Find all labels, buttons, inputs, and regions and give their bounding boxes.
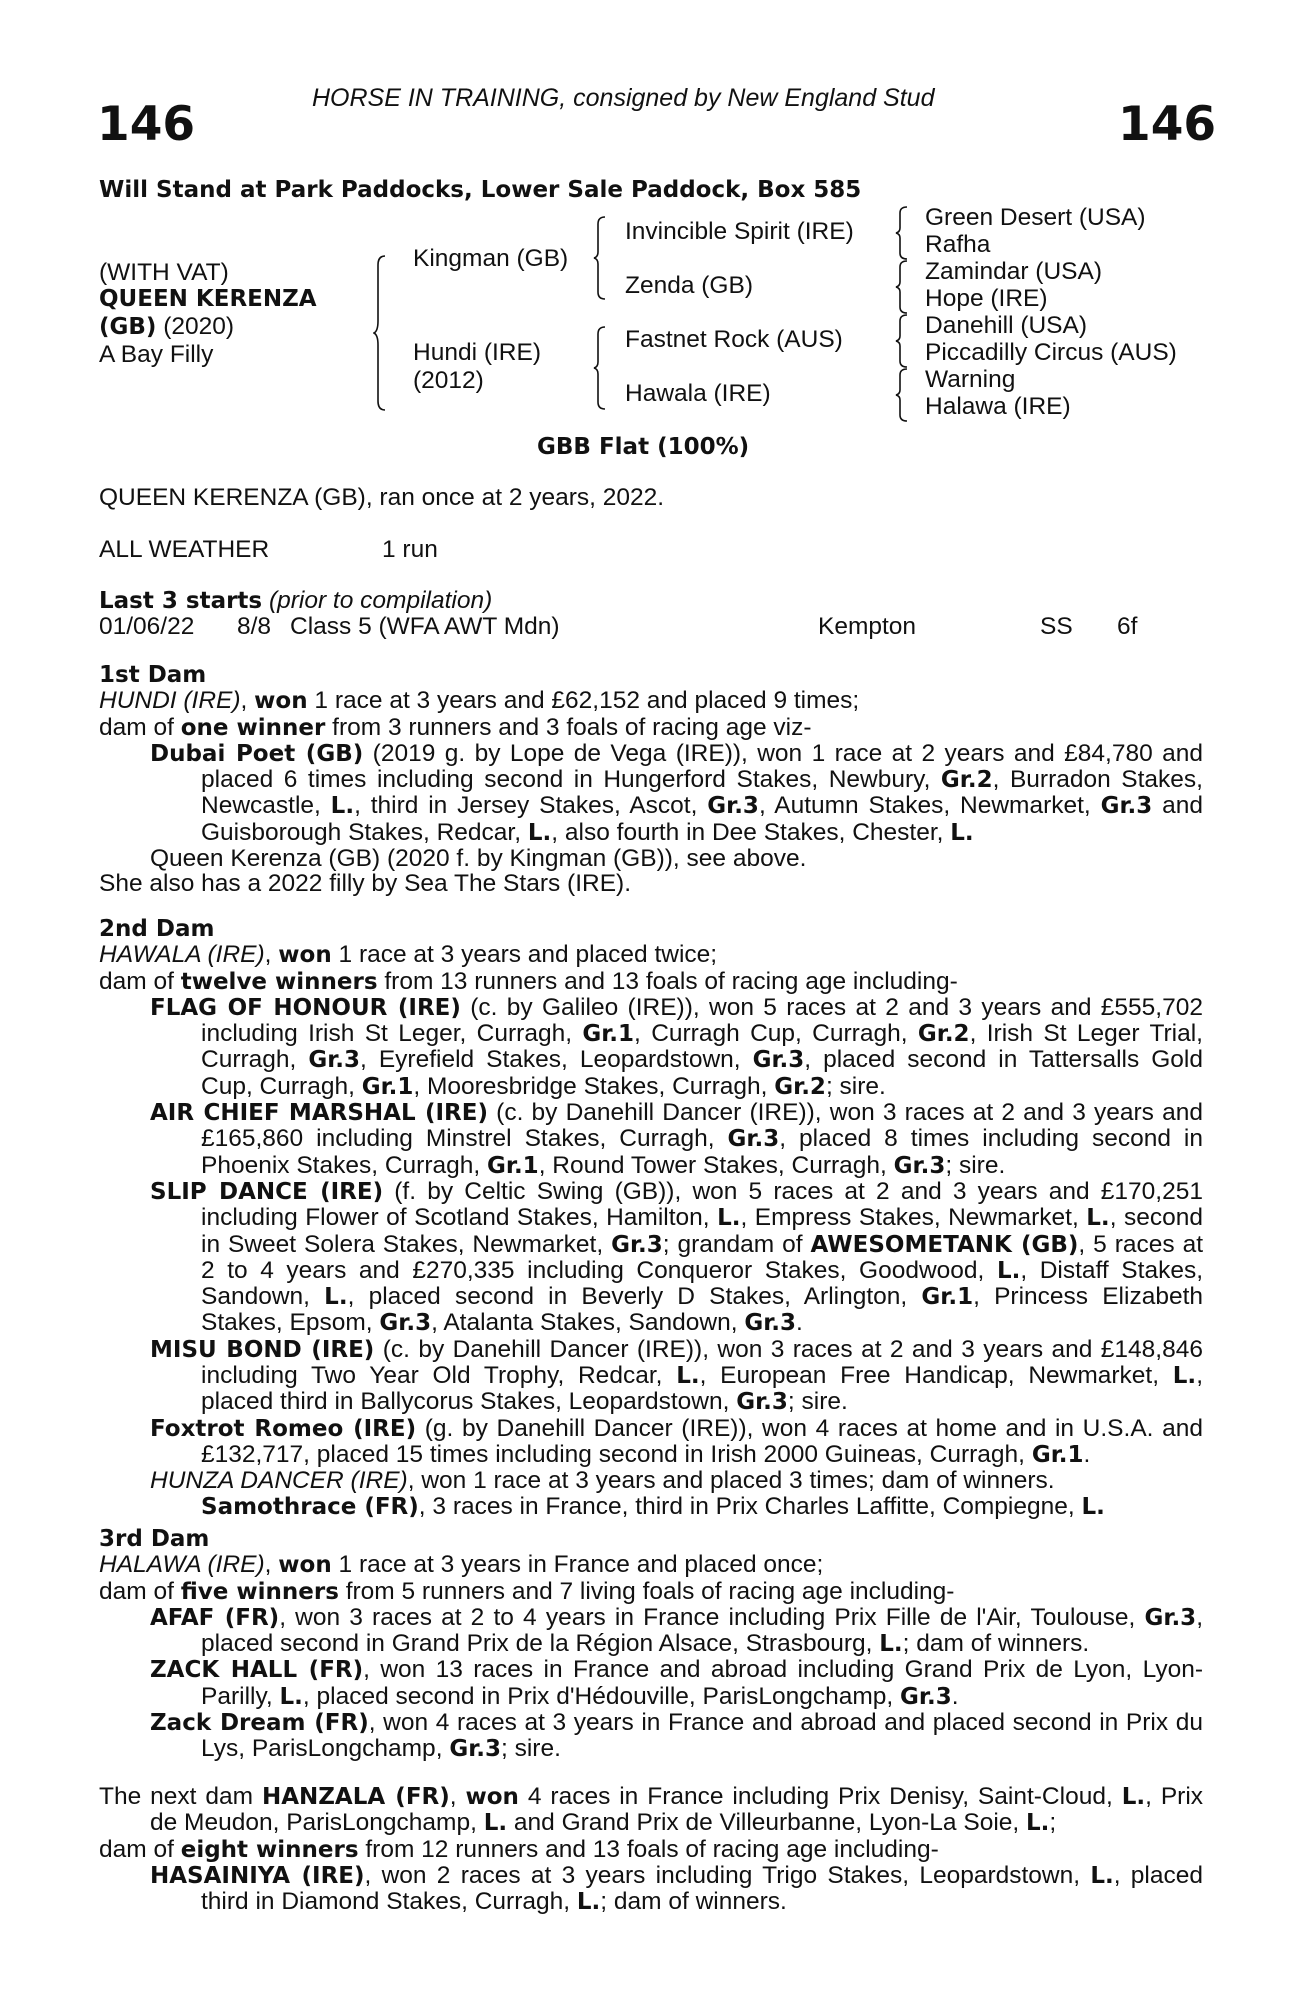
produce-zack-hall: [99, 1657, 1203, 1710]
text: .: [1083, 1440, 1091, 1468]
race-summary: QUEEN KERENZA (GB), ran once at 2 years, 2022.: [99, 484, 665, 511]
first-dam-name: HUNDI (IRE): [99, 687, 241, 715]
text: from 3 runners and 3 foals of racing age viz-: [325, 713, 812, 741]
produce-hasainiya: [99, 1863, 1203, 1916]
text: , Atalanta Stakes, Sandown,: [431, 1309, 745, 1337]
produce-name: MISU BOND (IRE): [150, 1336, 375, 1363]
text: from 5 runners and 7 living foals of racing age including-: [338, 1577, 955, 1605]
dam-dam: Hawala (IRE): [625, 380, 771, 407]
text: , second in Sweet Solera Stakes, Newmarket,: [201, 1204, 1203, 1258]
text: ,: [449, 1783, 466, 1810]
text: and Guisborough Stakes, Redcar,: [201, 792, 1203, 846]
text: , Empress Stakes, Newmarket,: [740, 1204, 1087, 1232]
grade: L.: [879, 1631, 903, 1658]
text: dam of: [99, 1577, 181, 1605]
start-course: Kempton: [818, 613, 917, 640]
grade: Gr.3: [379, 1310, 432, 1337]
grade: Gr.1: [921, 1284, 974, 1311]
grade: Gr.3: [893, 1152, 946, 1179]
winner-count: twelve winners: [180, 968, 378, 995]
text: .: [951, 1682, 959, 1710]
produce-afaf: [99, 1605, 1203, 1658]
produce-hunza-dancer: [99, 1468, 1203, 1493]
dam-sire-sire: Danehill (USA): [925, 312, 1088, 339]
produce-slip-dance: [99, 1179, 1203, 1337]
grade: L.: [1086, 1205, 1110, 1232]
sire: Kingman (GB): [413, 245, 569, 272]
text: dam of: [99, 713, 181, 741]
text: , won 1 race at 3 years and placed 3 times; dam of winners.: [407, 1467, 1055, 1495]
text: ,: [264, 1551, 279, 1579]
text: 1 race at 3 years in France and placed once;: [331, 1551, 824, 1579]
text: ,: [264, 941, 279, 969]
produce-name: Zack Dream (FR): [150, 1710, 369, 1737]
text: ; grandam of: [662, 1230, 811, 1258]
produce-name: AWESOMETANK (GB): [810, 1231, 1079, 1258]
pedigree-brace-1: [895, 206, 905, 260]
text: 4 races in France including Prix Denisy, Saint-Cloud,: [518, 1783, 1122, 1810]
produce-note: She also has a 2022 filly by Sea The Stars (IRE).: [99, 870, 632, 898]
first-dam-line1: [99, 688, 1203, 714]
winner-count: eight winners: [180, 1836, 359, 1863]
pedigree-brace-sire: [593, 216, 603, 300]
grade: Gr.3: [449, 1736, 501, 1763]
text: , won 3 races at 2 to 4 years in France including Prix Fille de l'Air, Toulouse,: [279, 1603, 1145, 1631]
grade: L.: [527, 819, 552, 846]
grade: Gr.3: [308, 1047, 361, 1074]
text: , placed second in Grand Prix de la Région Alsace, Strasbourg,: [201, 1603, 1203, 1658]
text: , won 4 races at 3 years in France and abroad and placed second in Prix du Lys, ParisLongchamp,: [201, 1709, 1203, 1763]
sire-sire: Invincible Spirit (IRE): [625, 218, 854, 245]
lot-number-left: 146: [97, 97, 196, 152]
next-dam-line2: [99, 1837, 1203, 1863]
next-dam-section: [99, 1784, 1203, 1915]
horse-country-year: [99, 313, 317, 341]
text: , Burradon Stakes, Newcastle,: [201, 766, 1203, 820]
first-dam-heading: 1st Dam: [99, 662, 207, 688]
text: , Eyrefield Stakes, Leopardstown,: [360, 1046, 753, 1074]
grade: L.: [1081, 1493, 1105, 1520]
text: dam of: [99, 967, 181, 995]
last-starts-note: (prior to compilation): [268, 587, 493, 614]
second-dam-heading: 2nd Dam: [99, 916, 215, 942]
produce-name: AFAF (FR): [150, 1604, 280, 1631]
second-dam-section: [99, 917, 1203, 1520]
text: ,: [240, 687, 255, 715]
text: , 3 races in France, third in Prix Charles Laffitte, Compiegne,: [418, 1492, 1082, 1520]
grade: L.: [1026, 1810, 1050, 1837]
start-distance: 6f: [1117, 613, 1138, 640]
won-label: won: [278, 942, 332, 969]
grade: L.: [324, 1284, 348, 1311]
text: (c. by Danehill Dancer (IRE)), won 3 races at 2 and 3 years and £165,860 including Minstrel Stakes, Curragh,: [201, 1099, 1203, 1153]
grade: Gr.3: [900, 1683, 952, 1710]
winner-count: one winner: [180, 714, 326, 741]
start-going: SS: [1040, 613, 1073, 640]
produce-name: Dubai Poet (GB): [150, 740, 364, 767]
grade: L.: [483, 1810, 508, 1837]
surface-runs: 1 run: [382, 536, 438, 563]
second-dam-name: HAWALA (IRE): [99, 941, 265, 969]
grade: Gr.3: [1144, 1604, 1197, 1631]
dam-dam-sire: Warning: [925, 366, 1016, 393]
produce-name: Samothrace (FR): [201, 1493, 419, 1520]
produce-misu-bond: [99, 1337, 1203, 1416]
horse-block: [99, 259, 317, 368]
text: The next dam: [99, 1783, 262, 1810]
produce-foxtrot-romeo: [99, 1416, 1203, 1469]
grade: Gr.2: [917, 1021, 970, 1048]
pedigree-brace-4: [895, 368, 905, 422]
last-starts-title: Last 3 starts: [99, 588, 263, 614]
grade: L.: [330, 793, 355, 820]
text: from 12 runners and 13 foals of racing age including-: [358, 1835, 939, 1863]
text: ; sire.: [945, 1151, 1006, 1179]
sire-dam-sire: Zamindar (USA): [925, 258, 1102, 285]
dam-year: (2012): [413, 367, 484, 394]
first-dam-line2: [99, 715, 1203, 741]
dam-sire-dam: Piccadilly Circus (AUS): [925, 339, 1177, 366]
grade: L.: [1121, 1784, 1146, 1810]
dam-sire: Fastnet Rock (AUS): [625, 326, 843, 353]
start-race: Class 5 (WFA AWT Mdn): [290, 613, 560, 640]
grade: Gr.1: [1031, 1441, 1084, 1468]
text: , Princess Elizabeth Stakes, Epsom,: [201, 1283, 1204, 1337]
grade: L.: [1090, 1862, 1114, 1889]
produce-name: FLAG OF HONOUR (IRE): [150, 994, 461, 1021]
third-dam-section: [99, 1527, 1203, 1763]
produce-samothrace: [99, 1494, 1203, 1520]
text: , placed third in Ballycorus Stakes, Leopardstown,: [201, 1362, 1203, 1416]
produce-name: Foxtrot Romeo (IRE): [150, 1415, 417, 1442]
text: ; sire.: [787, 1388, 848, 1416]
grade: L.: [676, 1363, 700, 1390]
grade: Gr.1: [361, 1073, 414, 1100]
grade: Gr.2: [774, 1073, 826, 1100]
horse-description: A Bay Filly: [99, 341, 214, 368]
pedigree-brace-main: [373, 255, 383, 411]
first-dam-section: [99, 663, 1203, 897]
sire-dam: Zenda (GB): [625, 272, 753, 299]
grade: Gr.3: [752, 1047, 805, 1074]
text: ; sire.: [501, 1735, 561, 1763]
dam-dam-dam: Halawa (IRE): [925, 393, 1071, 420]
text: , Distaff Stakes, Sandown,: [201, 1256, 1204, 1311]
grade: Gr.1: [582, 1021, 635, 1048]
text: 1 race at 3 years and placed twice;: [331, 941, 718, 969]
produce-zack-dream: [99, 1710, 1203, 1763]
grade: Gr.3: [736, 1389, 788, 1416]
text: 1 race at 3 years and £62,152 and placed 9 times;: [307, 687, 860, 715]
text: (2019 g. by Lope de Vega (IRE)), won 1 race at 2 years and £84,780 and placed 6 times including second in Hungerford Stakes, Newbury,: [201, 739, 1204, 794]
text: , Round Tower Stakes, Curragh,: [538, 1151, 894, 1179]
next-dam-name: HANZALA (FR): [261, 1784, 450, 1810]
start-position: 8/8: [237, 613, 272, 640]
grade: L.: [996, 1257, 1021, 1284]
horse-name: QUEEN KERENZA: [99, 286, 317, 312]
location-line: Will Stand at Park Paddocks, Lower Sale Paddock, Box 585: [99, 177, 862, 203]
third-dam-name: HALAWA (IRE): [99, 1551, 265, 1579]
text: , 5 races at 2 to 4 years and £270,335 including Conqueror Stakes, Goodwood,: [201, 1230, 1204, 1284]
horse-year: (2020): [156, 313, 235, 340]
grade: L.: [950, 819, 974, 846]
grade: Gr.2: [940, 767, 993, 794]
dam: Hundi (IRE): [413, 339, 541, 366]
text: , Autumn Stakes, Newmarket,: [758, 792, 1101, 820]
text: , Mooresbridge Stakes, Curragh,: [413, 1072, 775, 1100]
second-dam-line2: [99, 969, 1203, 995]
vat-label: (WITH VAT): [99, 259, 229, 286]
consignor-line: HORSE IN TRAINING, consigned by New England Stud: [312, 84, 935, 112]
text: and Grand Prix de Villeurbanne, Lyon-La Soie,: [507, 1809, 1027, 1837]
sire-dam-dam: Hope (IRE): [925, 285, 1048, 312]
text: , placed second in Tattersalls Gold Cup, Curragh,: [201, 1046, 1203, 1100]
text: (c. by Galileo (IRE)), won 5 races at 2 and 3 years and £555,702 including Irish St Leger, Curragh,: [201, 993, 1203, 1048]
pedigree-brace-3: [895, 314, 905, 368]
produce-name: HASAINIYA (IRE): [150, 1862, 365, 1889]
produce-name: AIR CHIEF MARSHAL (IRE): [150, 1100, 488, 1127]
sire-sire-sire: Green Desert (USA): [925, 204, 1146, 231]
text: , third in Jersey Stakes, Ascot,: [354, 792, 708, 820]
grade: L.: [1172, 1363, 1197, 1390]
grade: Gr.3: [744, 1310, 797, 1337]
grade: L.: [576, 1889, 601, 1916]
text: , Curragh Cup, Curragh,: [634, 1020, 918, 1048]
sire-sire-dam: Rafha: [925, 231, 991, 258]
text: , European Free Handicap, Newmarket,: [699, 1362, 1173, 1390]
text: dam of: [99, 1835, 181, 1863]
produce-name: SLIP DANCE (IRE): [150, 1178, 384, 1205]
text: , Prix de Meudon, ParisLongchamp,: [150, 1783, 1204, 1837]
grade: L.: [279, 1683, 303, 1710]
won-label: won: [278, 1552, 332, 1579]
text: ; dam of winners.: [600, 1888, 787, 1916]
text: , also fourth in Dee Stakes, Chester,: [551, 818, 951, 846]
grade: Gr.1: [487, 1152, 539, 1179]
won-label: won: [254, 688, 308, 715]
start-date: 01/06/22: [99, 613, 195, 640]
second-dam-line1: [99, 942, 1203, 968]
grade: L.: [717, 1205, 741, 1232]
text: , placed 8 times including second in Phoenix Stakes, Curragh,: [201, 1125, 1203, 1179]
produce-air-chief-marshal: [99, 1100, 1203, 1179]
text: (c. by Danehill Dancer (IRE)), won 3 races at 2 and 3 years and £148,846 including Two Year Old Trophy, Redcar,: [201, 1335, 1203, 1390]
text: .: [796, 1309, 803, 1337]
lot-number-right: 146: [1118, 97, 1217, 152]
third-dam-line1: [99, 1552, 1203, 1578]
pedigree-brace-dam: [593, 326, 603, 410]
horse-country: (GB): [99, 314, 157, 340]
text: , won 2 races at 3 years including Trigo Stakes, Leopardstown,: [364, 1861, 1091, 1889]
text: , placed second in Prix d'Hédouville, ParisLongchamp,: [302, 1682, 901, 1710]
text: from 13 runners and 13 foals of racing age including-: [377, 967, 958, 995]
grade: Gr.3: [727, 1126, 780, 1153]
text: ;: [1049, 1809, 1057, 1837]
surface-label: ALL WEATHER: [99, 536, 270, 563]
text: (g. by Danehill Dancer (IRE)), won 4 races at home and in U.S.A. and £132,717, placed 15 times including second in Irish 2000 Guineas, Curragh,: [201, 1414, 1203, 1468]
text: (f. by Celtic Swing (GB)), won 5 races at 2 and 3 years and £170,251 including Flower of Scotland Stakes, Hamilton,: [201, 1177, 1203, 1232]
text: , won 13 races in France and abroad including Grand Prix de Lyon, Lyon-Parilly,: [201, 1656, 1203, 1710]
won-label: won: [465, 1784, 519, 1810]
text: ; sire.: [825, 1072, 886, 1100]
grade: Gr.3: [707, 793, 759, 820]
text: ; dam of winners.: [902, 1630, 1090, 1658]
produce-queen-kerenza: Queen Kerenza (GB) (2020 f. by Kingman (GB)), see above.: [150, 845, 807, 873]
produce-flag-of-honour: [99, 995, 1203, 1100]
third-dam-line2: [99, 1579, 1203, 1605]
produce-name: ZACK HALL (FR): [150, 1657, 364, 1684]
gbb-line: GBB Flat (100%): [537, 434, 750, 460]
last-starts-heading: [99, 588, 492, 614]
next-dam-line1: [99, 1784, 1203, 1837]
third-dam-heading: 3rd Dam: [99, 1526, 210, 1552]
text: , placed second in Beverly D Stakes, Arlington,: [347, 1283, 922, 1311]
grade: Gr.3: [1100, 793, 1153, 820]
text: , placed third in Diamond Stakes, Curragh,: [201, 1861, 1204, 1916]
grade: Gr.3: [611, 1231, 663, 1258]
produce-dubai-poet: [99, 741, 1203, 846]
produce-name: HUNZA DANCER (IRE): [150, 1467, 408, 1495]
winner-count: five winners: [180, 1578, 339, 1605]
text: , Irish St Leger Trial, Curragh,: [201, 1020, 1203, 1074]
pedigree-brace-2: [895, 260, 905, 314]
